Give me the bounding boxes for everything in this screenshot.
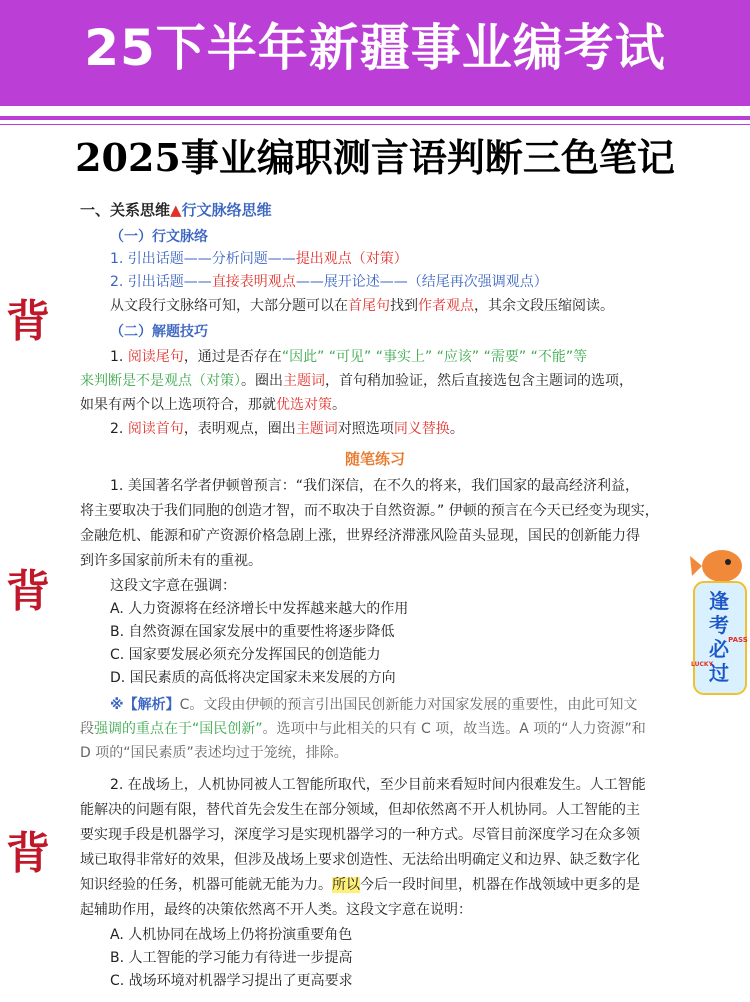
lucky-sticker [688, 542, 750, 700]
q2-line: 知识经验的任务，机器可能就无能为力。所以今后一段时间里，机器在作战领域中更多的是 [80, 877, 640, 893]
q1-option: C. 国家要发展必须充分发挥国民的创造能力 [110, 647, 381, 663]
q1-line: 金融危机、能源和矿产资源价格急剧上涨，世界经济滞涨风险苗头显现，国民的创新能力得 [80, 528, 640, 544]
q1-option: A. 人力资源将在经济增长中发挥越来越大的作用 [110, 601, 409, 617]
q1-option: B. 自然资源在国家发展中的重要性将逐步降低 [110, 624, 395, 640]
q2-option: C. 战场环境对机器学习提出了更高要求 [110, 973, 353, 989]
svg-text:背: 背 [6, 296, 50, 347]
section-heading: 一、关系思维▲行文脉络思维 [80, 201, 272, 219]
svg-text:背: 背 [6, 566, 50, 617]
q1-option: D. 国民素质的高低将决定国家未来发展的方向 [110, 670, 396, 686]
q1-analysis-line: ※【解析】C。文段由伊顿的预言引出国民创新能力对国家发展的重要性，由此可知文 [110, 697, 638, 713]
q2-option: A. 人机协同在战场上仍将扮演重要角色 [110, 927, 353, 943]
svg-text:考: 考 [709, 613, 729, 637]
technique-line-4: 2. 阅读首句，表明观点，圈出主题词对照选项同义替换。 [110, 421, 464, 437]
divider-thick [0, 116, 750, 120]
svg-text:必: 必 [709, 637, 729, 661]
technique-line-3: 如果有两个以上选项符合，那就优选对策。 [80, 397, 346, 413]
technique-line-2: 来判断是不是观点（对策）。圈出主题词，首句稍加验证，然后直接选包含主题词的选项， [80, 373, 633, 389]
q1-stem: 这段文字意在强调： [110, 578, 236, 594]
highlighted-word: 所以 [332, 877, 360, 893]
memorize-mark [6, 822, 50, 882]
svg-text:PASS: PASS [728, 636, 748, 644]
q2-option: B. 人工智能的学习能力有待进一步提高 [110, 950, 353, 966]
q1-analysis-line: D 项的“国民素质”表述均过于笼统，排除。 [80, 745, 348, 761]
q1-line: 将主要取决于我们同胞的创造才智，而不取决于自然资源。” 伊顿的预言在今天已经变为现实， [80, 503, 659, 519]
divider-thin [0, 124, 750, 125]
q2-line: 要实现手段是机器学习，深度学习是实现机器学习的一种方式。尽管目前深度学习在众多领 [80, 827, 640, 843]
memorize-mark [6, 290, 50, 350]
top-banner [0, 0, 750, 106]
banner-title: 25下半年新疆事业编考试 [84, 19, 666, 77]
q1-line: 1. 美国著名学者伊顿曾预言：“我们深信，在不久的将来，我们国家的最高经济利益， [110, 478, 640, 494]
memorize-mark [6, 560, 50, 620]
svg-text:背: 背 [6, 828, 50, 879]
subheading-structure: （一）行文脉络 [110, 229, 208, 245]
q2-line: 能解决的问题有限，替代首先会发生在部分领域，但却依然离不开人机协同。人工智能的主 [80, 802, 640, 818]
svg-text:逢: 逢 [709, 589, 729, 613]
svg-text:过: 过 [709, 661, 729, 685]
page-subtitle: 2025事业编职测言语判断三色笔记 [75, 135, 675, 180]
q2-line: 2. 在战场上，人机协同被人工智能所取代，至少目前来看短时间内很难发生。人工智能 [110, 777, 646, 793]
subheading-technique: （二）解题技巧 [110, 324, 208, 340]
q2-line: 域已取得非常好的效果，但涉及战场上要求创造性、无法给出明确定义和边界、缺乏数字化 [80, 852, 640, 868]
structure-line-1: 1. 引出话题——分析问题——提出观点（对策） [110, 251, 408, 267]
technique-line-1: 1. 阅读尾句，通过是否存在“因此” “可见” “事实上” “应该” “需要” “不能”等 [110, 349, 588, 365]
structure-summary: 从文段行文脉络可知，大部分题可以在首尾句找到作者观点，其余文段压缩阅读。 [110, 298, 614, 314]
q2-line: 起辅助作用，最终的决策依然离不开人类。这段文字意在说明： [80, 902, 472, 918]
q1-analysis-line: 段强调的重点在于“国民创新”。选项中与此相关的只有 C 项，故当选。A 项的“人力资源”和 [80, 721, 646, 737]
svg-text:LUCKY: LUCKY [691, 661, 713, 668]
practice-title: 随笔练习 [344, 450, 405, 468]
q1-line: 到许多国家前所未有的重视。 [80, 553, 262, 569]
triangle-icon: ▲ [170, 201, 182, 219]
structure-line-2: 2. 引出话题——直接表明观点——展开论述——（结尾再次强调观点） [110, 274, 548, 290]
